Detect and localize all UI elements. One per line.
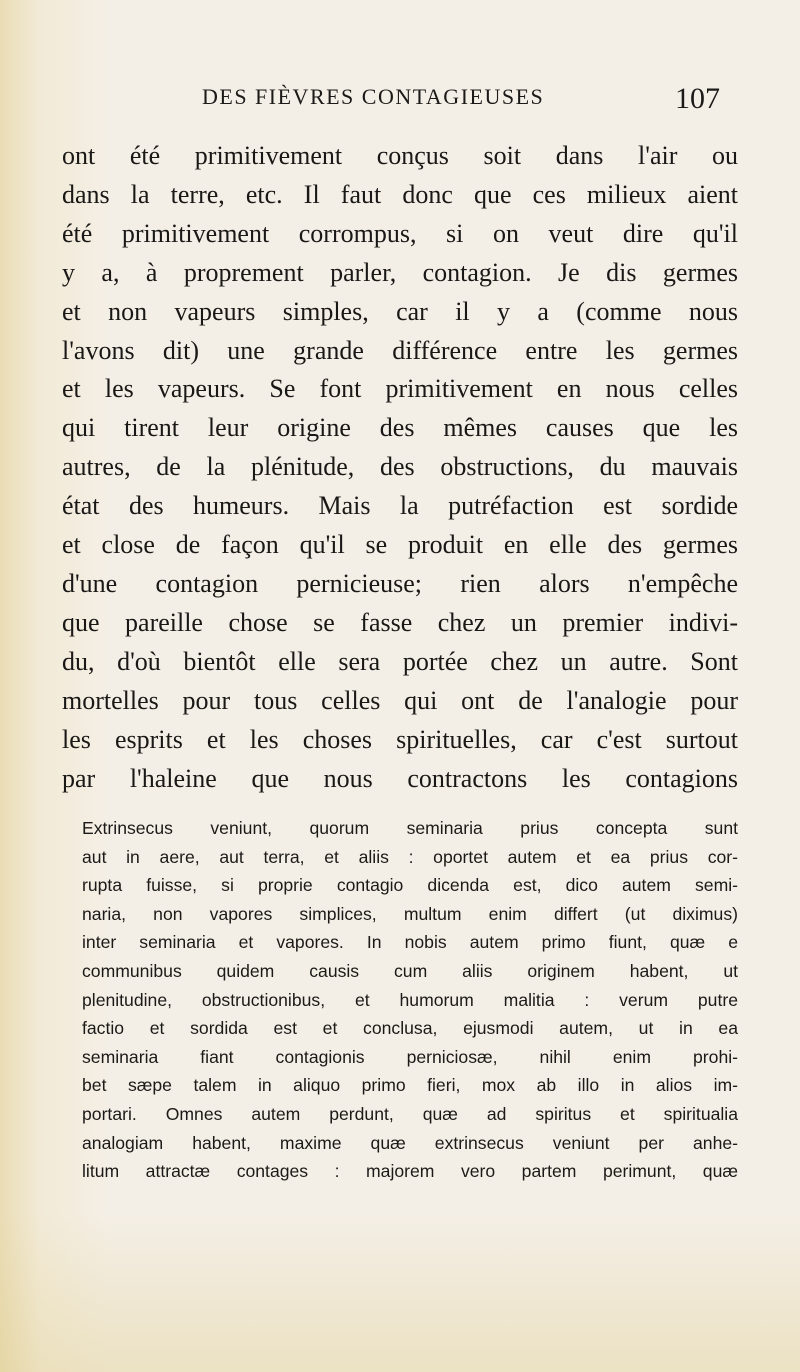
footnote-line: bet sæpe talem in aliquo primo fieri, mox ab illo in alios im- bbox=[82, 1075, 738, 1096]
text-line: les esprits et les choses spirituelles, car c'est surtout bbox=[62, 724, 738, 754]
text-line: été primitivement corrompus, si on veut dire qu'il bbox=[62, 218, 738, 248]
running-title: DES FIÈVRES CONTAGIEUSES bbox=[202, 84, 545, 109]
footnote-line: portari. Omnes autem perdunt, quæ ad spiritus et spiritualia bbox=[82, 1103, 738, 1124]
footnote-line: naria, non vapores simplices, multum enim differt (ut diximus) bbox=[82, 903, 738, 924]
page-number: 107 bbox=[675, 82, 720, 115]
text-line: autres, de la plénitude, des obstructions, du mauvais bbox=[62, 452, 738, 482]
footnote-line: seminaria fiant contagionis perniciosæ, nihil enim prohi- bbox=[82, 1046, 738, 1067]
text-line: que pareille chose se fasse chez un premier indivi- bbox=[62, 607, 738, 637]
footnote-line: rupta fuisse, si proprie contagio dicenda est, dico autem semi- bbox=[82, 875, 738, 896]
text-line: du, d'où bientôt elle sera portée chez un autre. Sont bbox=[62, 646, 738, 676]
footnote-line: Extrinsecus veniunt, quorum seminaria prius concepta sunt bbox=[82, 818, 738, 838]
french-paragraph bbox=[62, 137, 738, 798]
footnote-line: factio et sordida est et conclusa, ejusmodi autem, ut in ea bbox=[82, 1018, 738, 1039]
text-line: l'avons dit) une grande différence entre les germes bbox=[62, 335, 738, 365]
text-line: ont été primitivement conçus soit dans l'air ou bbox=[62, 141, 738, 170]
footnote-line: aut in aere, aut terra, et aliis : oportet autem et ea prius cor- bbox=[82, 846, 738, 867]
text-line: par l'haleine que nous contractons les contagions bbox=[62, 763, 738, 793]
footnote-line: communibus quidem causis cum aliis originem habent, ut bbox=[82, 960, 738, 981]
text-line: et non vapeurs simples, car il y a (comme nous bbox=[62, 296, 738, 326]
text-line: qui tirent leur origine des mêmes causes que les bbox=[62, 413, 738, 443]
footnote-line: analogiam habent, maxime quæ extrinsecus veniunt per anhe- bbox=[82, 1132, 738, 1153]
footnote-line: inter seminaria et vapores. In nobis autem primo fiunt, quæ e bbox=[82, 932, 738, 953]
text-line: et close de façon qu'il se produit en elle des germes bbox=[62, 530, 738, 560]
text-line: mortelles pour tous celles qui ont de l'analogie pour bbox=[62, 685, 738, 715]
text-line: état des humeurs. Mais la putréfaction est sordide bbox=[62, 491, 738, 521]
latin-footnote bbox=[82, 814, 738, 1186]
footnote-line: plenitudine, obstructionibus, et humorum malitia : verum putre bbox=[82, 989, 738, 1010]
text-line: et les vapeurs. Se font primitivement en nous celles bbox=[62, 374, 738, 404]
footnote-line: litum attractæ contages : majorem vero partem perimunt, quæ bbox=[82, 1161, 738, 1182]
text-line: d'une contagion pernicieuse; rien alors n'empêche bbox=[62, 568, 738, 598]
text-line: dans la terre, etc. Il faut donc que ces milieux aient bbox=[62, 179, 738, 209]
running-head bbox=[150, 84, 720, 120]
text-line: y a, à proprement parler, contagion. Je dis germes bbox=[62, 257, 738, 287]
